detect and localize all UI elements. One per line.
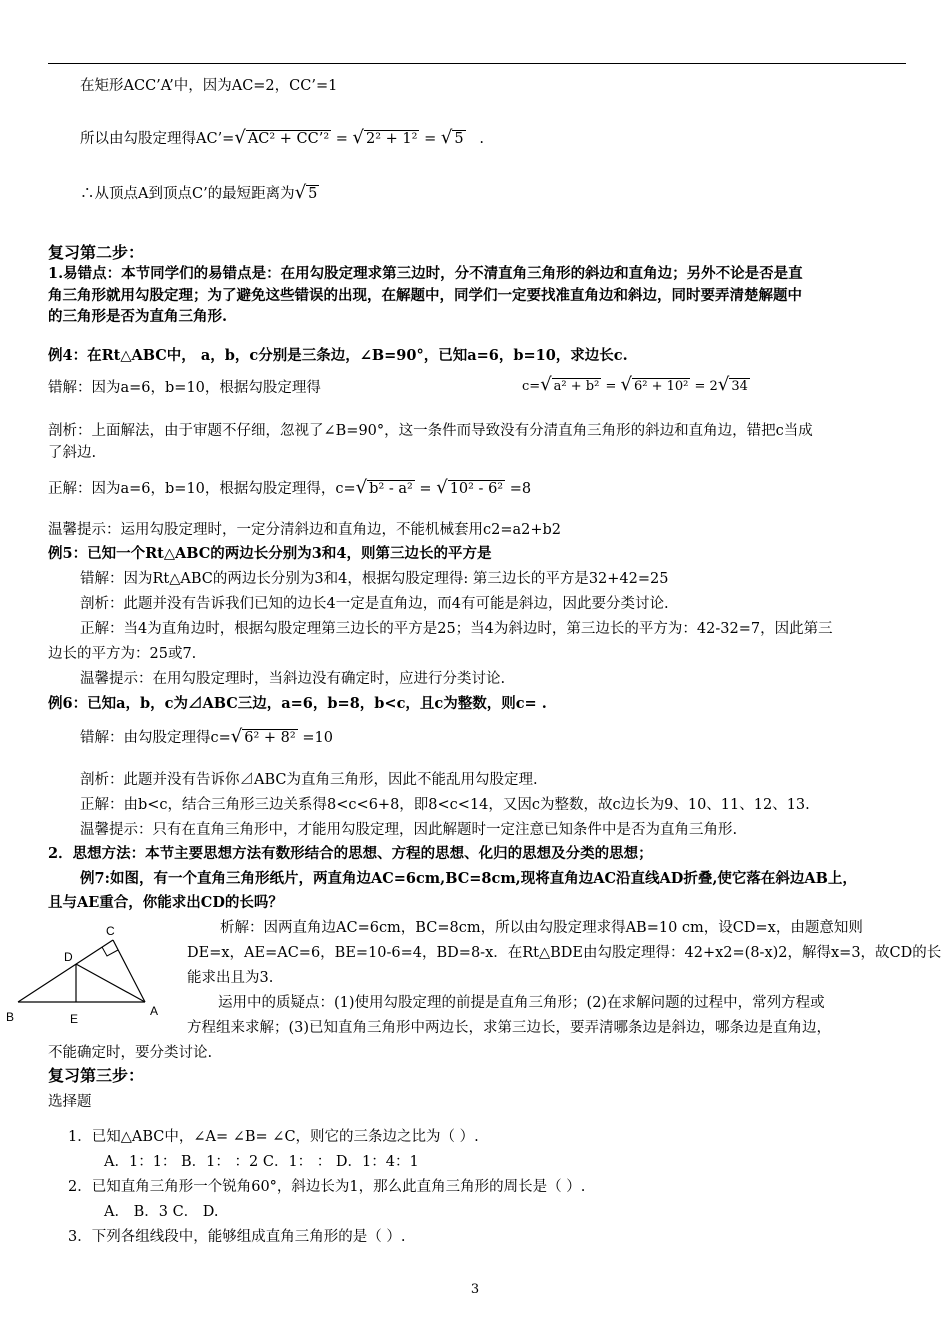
text-line: 错解：因为Rt△ABC的两边长分别为3和4，根据勾股定理得: 第三边长的平方是32+42=25 xyxy=(80,571,669,587)
radicand: 5 xyxy=(308,186,318,202)
text-line: 运用中的质疑点：(1)使用勾股定理的前提是直角三角形；(2)在求解问题的过程中，常列方程或 xyxy=(218,995,825,1011)
text-line: 析解：因两直角边AC=6cm，BC=8cm，所以由勾股定理求得AB=10 cm，设CD=x，由题意知则 xyxy=(220,920,863,936)
radicand: 6² + 10² xyxy=(633,379,689,394)
text-line: 错解：因为a=6，b=10，根据勾股定理得 xyxy=(48,380,321,396)
question: 2．已知直角三角形一个锐角60°，斜边长为1，那么此直角三角形的周长是（ ）. xyxy=(68,1179,586,1195)
example-title: 例7:如图，有一个直角三角形纸片，两直角边AC=6cm,BC=8cm,现将直角边AC沿直线AD折叠,使它落在斜边AB上， xyxy=(80,870,857,887)
paragraph-line: 的三角形是否为直角三角形. xyxy=(48,308,228,325)
formula: c=√ a² + b² = √ 6² + 10² = 2√ 34 xyxy=(522,374,748,395)
sqrt-icon: √ xyxy=(440,127,453,148)
text: c= xyxy=(522,379,541,394)
text: = xyxy=(424,131,437,147)
formula-line: 正解：因为a=6，b=10，根据勾股定理得，c=√ b² - a² = √ 10² - 6² =8 xyxy=(48,477,532,498)
label-b: B xyxy=(6,1010,15,1024)
radicand: a² + b² xyxy=(553,379,600,394)
triangle-figure xyxy=(0,915,175,1055)
text-line: 不能确定时，要分类讨论. xyxy=(48,1045,213,1061)
radicand: 5 xyxy=(454,131,464,147)
text: 正解：因为a=6，b=10，根据勾股定理得，c= xyxy=(48,481,356,497)
sqrt-icon: √ xyxy=(355,477,368,498)
section-heading: 复习第二步： xyxy=(48,243,145,262)
text-line: 温馨提示：只有在直角三角形中，才能用勾股定理，因此解题时一定注意已知条件中是否为直角三角形. xyxy=(80,822,738,838)
text: 错解：由勾股定理得c= xyxy=(80,730,231,746)
sqrt-icon: √ xyxy=(540,374,552,395)
example-title: 且与AE重合，你能求出CD的长吗？ xyxy=(48,894,283,911)
paragraph-line: 2．思想方法：本节主要思想方法有数形结合的思想、方程的思想、化归的思想及分类的思想； xyxy=(48,845,653,862)
text-line: 剖析：此题并没有告诉我们已知的边长4一定是直角边，而4有可能是斜边，因此要分类讨论. xyxy=(80,596,669,612)
text-line: 边长的平方为：25或7. xyxy=(48,646,197,662)
text: = 2 xyxy=(694,379,718,394)
text: 所以由勾股定理得AC’= xyxy=(80,131,235,147)
text: ∴从顶点A到顶点C’的最短距离为 xyxy=(80,186,295,202)
text: =8 xyxy=(509,481,532,497)
label-d: D xyxy=(64,950,73,964)
text-line: 正解：由b<c，结合三角形三边关系得8<c<6+8，即8<c<14，又因c为整数，故c边长为9、10、11、12、13. xyxy=(80,797,810,813)
sqrt-icon: √ xyxy=(230,726,243,747)
radicand: AC² + CC’² xyxy=(247,131,330,147)
options: A． B．3 C． D. xyxy=(104,1204,219,1220)
label-a: A xyxy=(150,1004,159,1018)
sqrt-icon: √ xyxy=(436,477,448,498)
formula-line xyxy=(80,128,940,149)
sqrt-icon: √ xyxy=(294,182,307,203)
paragraph-line: 角三角形就用勾股定理；为了避免这些错误的出现，在解题中，同学们一定要找准直角边和斜边，同时要弄清楚解题中 xyxy=(48,287,802,304)
sqrt-icon: √ xyxy=(620,374,632,395)
question: 3．下列各组线段中，能够组成直角三角形的是（ ）. xyxy=(68,1229,406,1245)
header-rule xyxy=(48,63,906,64)
page-number: 3 xyxy=(470,1282,480,1297)
example-title: 例4：在Rt△ABC中， a，b，c分别是三条边，∠B=90°，已知a=6，b=10，求边长c. xyxy=(48,347,628,364)
options: A．1：1： B．1： ：2 C．1： ： D．1：4：1 xyxy=(104,1154,419,1170)
question: 1．已知△ABC中，∠A= ∠B= ∠C，则它的三条边之比为（ ）. xyxy=(68,1129,479,1145)
text-line: DE=x，AE=AC=6，BE=10-6=4，BD=8-x．在Rt△BDE由勾股定理得：42+x2=(8-x)2，解得x=3，故CD的长 xyxy=(187,945,942,961)
text-line: 温馨提示：运用勾股定理时，一定分清斜边和直角边，不能机械套用c2=a2+b2 xyxy=(48,522,562,538)
text: = xyxy=(335,131,348,147)
section-heading: 复习第三步： xyxy=(48,1066,145,1085)
sqrt-icon: √ xyxy=(717,374,730,395)
sqrt-icon: √ xyxy=(352,127,365,148)
text-line xyxy=(80,183,940,204)
example-title: 例5：已知一个Rt△ABC的两边长分别为3和4，则第三边长的平方是 xyxy=(48,545,492,562)
text-line: 能求出且为3. xyxy=(187,970,274,986)
radicand: 34 xyxy=(731,379,748,394)
radicand: 10² - 6² xyxy=(449,481,504,497)
text-line: 剖析：上面解法，由于审题不仔细，忽视了∠B=90°，这一条件而导致没有分清直角三角形的斜边和直角边，错把c当成 xyxy=(48,423,813,439)
text-line: 剖析：此题并没有告诉你⊿ABC为直角三角形，因此不能乱用勾股定理. xyxy=(80,772,538,788)
example-title: 例6：已知a，b，c为⊿ABC三边，a=6，b=8，b<c，且c为整数，则c= . xyxy=(48,695,547,712)
subheading: 选择题 xyxy=(48,1094,92,1110)
sqrt-icon: √ xyxy=(234,127,246,148)
text: . xyxy=(479,131,485,147)
text: =10 xyxy=(302,730,333,746)
text-line: 正解：当4为直角边时，根据勾股定理第三边长的平方是25；当4为斜边时，第三边长的平方为：42-32=7，因此第三 xyxy=(80,621,833,637)
label-c: C xyxy=(106,924,115,938)
paragraph-line: 1.易错点：本节同学们的易错点是：在用勾股定理求第三边时，分不清直角三角形的斜边和直角边；另外不论是否是直 xyxy=(48,265,803,282)
radicand: b² - a² xyxy=(369,481,413,497)
text-line: 温馨提示：在用勾股定理时，当斜边没有确定时，应进行分类讨论. xyxy=(80,671,506,687)
radicand: 6² + 8² xyxy=(244,730,296,746)
formula-line xyxy=(80,727,940,748)
radicand: 2² + 1² xyxy=(366,131,418,147)
text-line: 了斜边. xyxy=(48,445,97,461)
text-line: 方程组来求解；(3)已知直角三角形中两边长，求第三边长，要弄清哪条边是斜边，哪条边是直角边， xyxy=(187,1020,832,1036)
text-line: 在矩形ACC’A’中，因为AC=2，CC’=1 xyxy=(80,78,338,94)
right-angle-mark xyxy=(102,947,118,956)
label-e: E xyxy=(70,1012,79,1026)
